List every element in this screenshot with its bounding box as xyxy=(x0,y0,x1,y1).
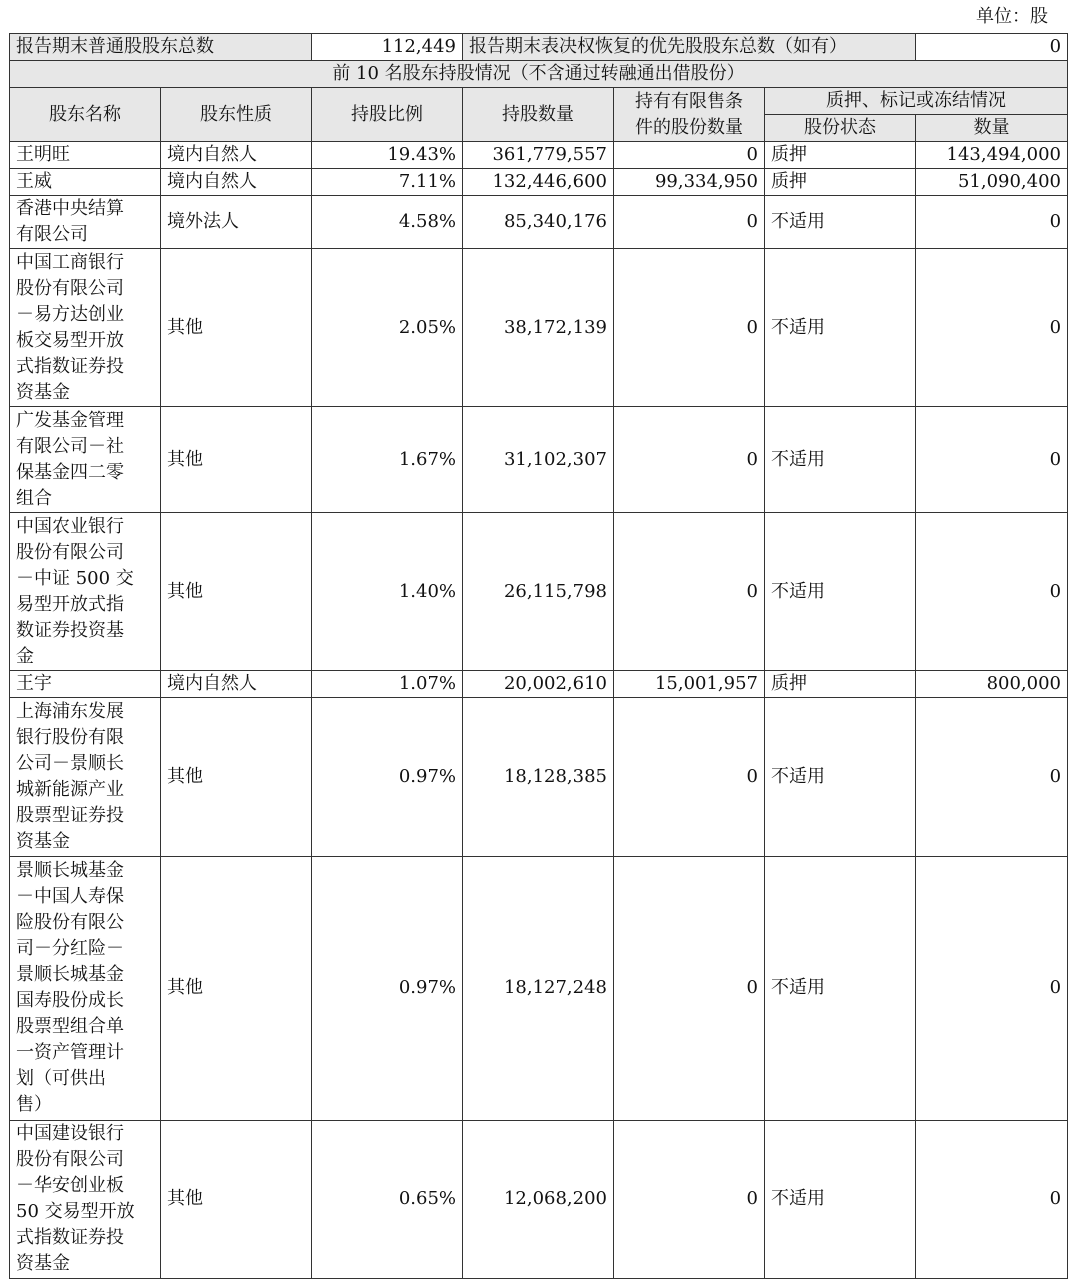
shareholder-name-line: 中国农业银行 xyxy=(16,515,124,537)
shareholder-name-line: 险股份有限公 xyxy=(16,912,124,934)
shareholder-name-line: －易方达创业 xyxy=(16,303,124,325)
pledge-quantity: 800,000 xyxy=(916,671,1068,698)
shareholder-name-line: 中国建设银行 xyxy=(16,1123,124,1145)
holding-ratio: 1.40% xyxy=(312,512,463,670)
restricted-shares: 0 xyxy=(614,698,765,856)
shareholder-name xyxy=(10,169,161,196)
pledge-quantity: 0 xyxy=(916,196,1068,249)
shareholder-name-line: 王宇 xyxy=(16,673,52,695)
pledge-quantity: 143,494,000 xyxy=(916,142,1068,169)
header-restricted-line1: 持有有限售条 xyxy=(635,90,743,112)
shareholder-name-line: 上海浦东发展 xyxy=(16,701,124,723)
shareholder-name-line: 易型开放式指 xyxy=(16,593,124,615)
shareholder-name-line: 数证券投资基 xyxy=(16,619,124,641)
holding-ratio: 2.05% xyxy=(312,249,463,407)
shareholder-name-line: 资基金 xyxy=(16,381,70,403)
shareholder-nature: 境外法人 xyxy=(161,196,312,249)
shareholder-name-line: 景顺长城基金 xyxy=(16,964,124,986)
shareholder-name-line: 金 xyxy=(16,645,34,667)
table-row xyxy=(10,142,1068,169)
shareholder-nature: 境内自然人 xyxy=(161,169,312,196)
shareholder-name-line: 股份有限公司 xyxy=(16,277,124,299)
shareholder-name-line: 股份有限公司 xyxy=(16,541,124,563)
holding-quantity: 361,779,557 xyxy=(463,142,614,169)
shareholder-name xyxy=(10,249,161,407)
shareholder-name-line: 广发基金管理 xyxy=(16,409,124,431)
header-ratio: 持股比例 xyxy=(312,88,463,142)
preferred-shareholders-value: 0 xyxy=(916,34,1068,61)
shareholder-name xyxy=(10,671,161,698)
shareholder-name-line: 有限公司 xyxy=(16,224,88,245)
restricted-shares: 0 xyxy=(614,196,765,249)
shareholder-name xyxy=(10,142,161,169)
pledge-status: 质押 xyxy=(765,142,916,169)
preferred-shareholders-label: 报告期末表决权恢复的优先股股东总数（如有） xyxy=(463,34,916,61)
shareholder-name-line: 王明旺 xyxy=(16,144,70,165)
holding-quantity: 26,115,798 xyxy=(463,512,614,670)
restricted-shares: 0 xyxy=(614,407,765,513)
shareholder-name xyxy=(10,1120,161,1278)
holding-ratio: 0.97% xyxy=(312,698,463,856)
table-row xyxy=(10,1120,1068,1278)
shareholder-nature: 境内自然人 xyxy=(161,671,312,698)
table-row xyxy=(10,856,1068,1120)
header-restricted-line2: 件的股份数量 xyxy=(635,116,743,138)
holding-ratio: 19.43% xyxy=(312,142,463,169)
holding-quantity: 85,340,176 xyxy=(463,196,614,249)
pledge-quantity: 0 xyxy=(916,512,1068,670)
unit-label: 单位：股 xyxy=(976,6,1048,27)
shareholder-name-line: 股票型证券投 xyxy=(16,805,124,827)
shareholder-name-line: 资基金 xyxy=(16,831,70,853)
shareholder-nature: 其他 xyxy=(161,512,312,670)
shareholder-nature: 其他 xyxy=(161,856,312,1120)
shareholder-name-line: 50 交易型开放 xyxy=(16,1201,135,1223)
holding-ratio: 7.11% xyxy=(312,169,463,196)
shareholder-name-line: 股票型组合单 xyxy=(16,1016,124,1038)
shareholder-nature: 其他 xyxy=(161,407,312,513)
shareholder-name xyxy=(10,512,161,670)
restricted-shares: 0 xyxy=(614,512,765,670)
table-row xyxy=(10,169,1068,196)
shareholder-name-line: 有限公司－社 xyxy=(16,435,124,457)
pledge-status: 不适用 xyxy=(765,249,916,407)
shareholder-name-line: 保基金四二零 xyxy=(16,461,124,483)
shareholder-name-line: 香港中央结算 xyxy=(16,198,124,219)
holding-quantity: 18,128,385 xyxy=(463,698,614,856)
holding-quantity: 20,002,610 xyxy=(463,671,614,698)
shareholder-name xyxy=(10,196,161,249)
shareholder-nature: 其他 xyxy=(161,249,312,407)
shareholder-name-line: 一资产管理计 xyxy=(16,1042,124,1064)
pledge-status: 不适用 xyxy=(765,196,916,249)
pledge-quantity: 0 xyxy=(916,249,1068,407)
shareholder-name-line: 国寿股份成长 xyxy=(16,990,124,1012)
holding-quantity: 38,172,139 xyxy=(463,249,614,407)
pledge-status: 不适用 xyxy=(765,1120,916,1278)
shareholder-name-line: －中国人寿保 xyxy=(16,886,124,908)
shareholder-name-line: 中国工商银行 xyxy=(16,251,124,273)
header-pledge-status: 股份状态 xyxy=(765,115,916,142)
shareholder-nature: 其他 xyxy=(161,1120,312,1278)
shareholder-nature: 其他 xyxy=(161,698,312,856)
restricted-shares: 0 xyxy=(614,1120,765,1278)
pledge-quantity: 0 xyxy=(916,1120,1068,1278)
table-row xyxy=(10,407,1068,513)
shareholder-name-line: 售） xyxy=(16,1094,52,1116)
shareholder-name-line: 城新能源产业 xyxy=(16,779,124,801)
holding-ratio: 1.67% xyxy=(312,407,463,513)
shareholder-table xyxy=(9,33,1068,1279)
shareholder-name-line: 司－分红险－ xyxy=(16,938,124,960)
shareholder-name-line: 银行股份有限 xyxy=(16,727,124,749)
pledge-status: 不适用 xyxy=(765,407,916,513)
header-pledge-group: 质押、标记或冻结情况 xyxy=(765,88,1068,115)
shareholder-name-line: 划（可供出 xyxy=(16,1068,106,1090)
pledge-status: 质押 xyxy=(765,169,916,196)
shareholder-nature: 境内自然人 xyxy=(161,142,312,169)
shareholder-name xyxy=(10,856,161,1120)
restricted-shares: 0 xyxy=(614,856,765,1120)
pledge-quantity: 0 xyxy=(916,698,1068,856)
pledge-quantity: 0 xyxy=(916,407,1068,513)
shareholder-name-line: 式指数证券投 xyxy=(16,1227,124,1249)
table-row xyxy=(10,512,1068,670)
common-shareholders-value: 112,449 xyxy=(312,34,463,61)
common-shareholders-label: 报告期末普通股股东总数 xyxy=(10,34,312,61)
pledge-status: 质押 xyxy=(765,671,916,698)
holding-quantity: 18,127,248 xyxy=(463,856,614,1120)
shareholder-name-line: －中证 500 交 xyxy=(16,567,134,589)
header-name: 股东名称 xyxy=(10,88,161,142)
holding-ratio: 0.65% xyxy=(312,1120,463,1278)
shareholder-name xyxy=(10,407,161,513)
pledge-quantity: 0 xyxy=(916,856,1068,1120)
shareholder-name-line: 板交易型开放 xyxy=(16,329,124,351)
section-title: 前 10 名股东持股情况（不含通过转融通出借股份） xyxy=(10,61,1068,88)
holding-ratio: 4.58% xyxy=(312,196,463,249)
restricted-shares: 15,001,957 xyxy=(614,671,765,698)
table-row xyxy=(10,671,1068,698)
pledge-status: 不适用 xyxy=(765,512,916,670)
shareholder-name xyxy=(10,698,161,856)
holding-ratio: 0.97% xyxy=(312,856,463,1120)
header-quantity: 持股数量 xyxy=(463,88,614,142)
shareholder-name-line: 式指数证券投 xyxy=(16,355,124,377)
pledge-status: 不适用 xyxy=(765,698,916,856)
holding-quantity: 31,102,307 xyxy=(463,407,614,513)
restricted-shares: 0 xyxy=(614,249,765,407)
restricted-shares: 0 xyxy=(614,142,765,169)
header-nature: 股东性质 xyxy=(161,88,312,142)
restricted-shares: 99,334,950 xyxy=(614,169,765,196)
header-restricted xyxy=(614,88,765,142)
shareholder-name-line: 股份有限公司 xyxy=(16,1149,124,1171)
table-row xyxy=(10,698,1068,856)
holding-quantity: 132,446,600 xyxy=(463,169,614,196)
shareholder-name-line: 组合 xyxy=(16,487,52,509)
shareholder-name-line: 公司－景顺长 xyxy=(16,753,124,775)
shareholder-name-line: －华安创业板 xyxy=(16,1175,124,1197)
header-pledge-qty: 数量 xyxy=(916,115,1068,142)
summary-row xyxy=(10,34,1068,61)
shareholder-name-line: 资基金 xyxy=(16,1253,70,1275)
shareholder-name-line: 王威 xyxy=(16,171,52,192)
holding-quantity: 12,068,200 xyxy=(463,1120,614,1278)
header-row-1 xyxy=(10,88,1068,115)
table-row xyxy=(10,249,1068,407)
pledge-quantity: 51,090,400 xyxy=(916,169,1068,196)
pledge-status: 不适用 xyxy=(765,856,916,1120)
section-title-row xyxy=(10,61,1068,88)
holding-ratio: 1.07% xyxy=(312,671,463,698)
shareholder-name-line: 景顺长城基金 xyxy=(16,860,124,882)
table-row xyxy=(10,196,1068,249)
